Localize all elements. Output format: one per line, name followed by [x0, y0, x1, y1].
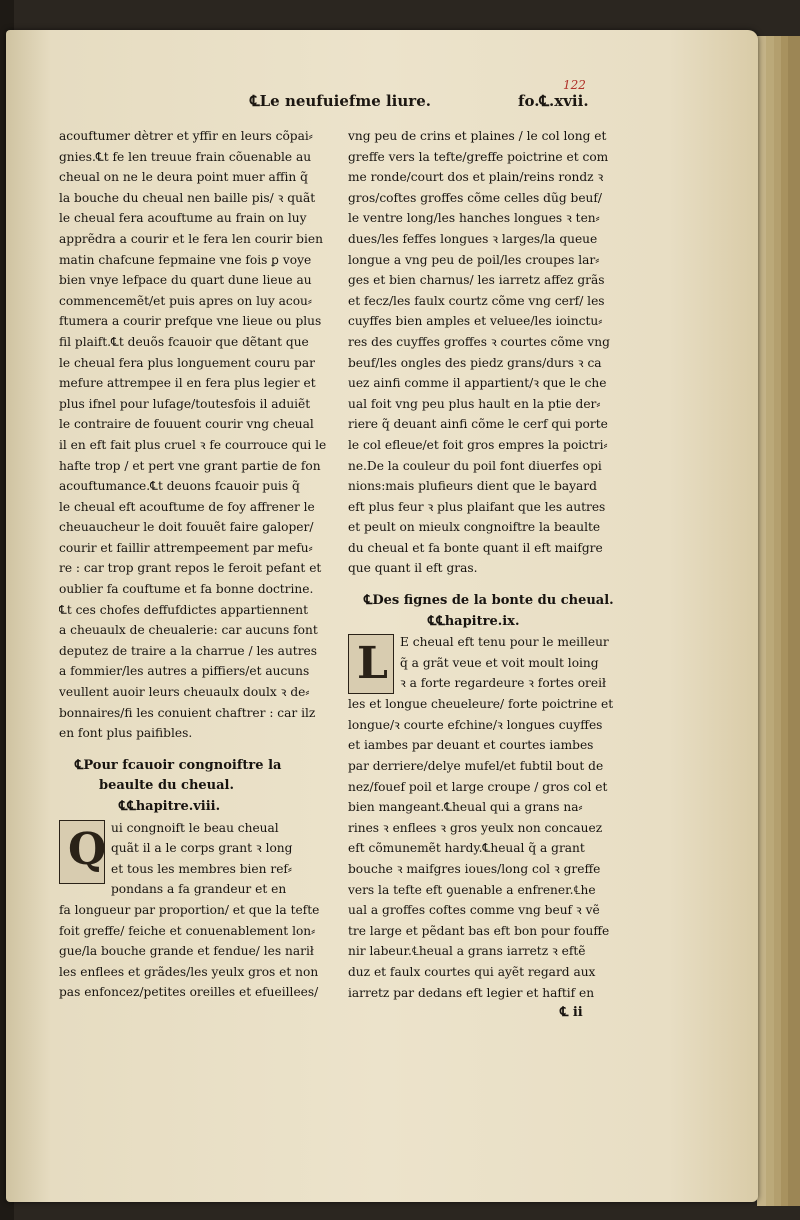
text-line: nions:mais plufieurs dient que le bayard	[348, 479, 597, 494]
text-line: eft cõmunemẽt hardy.℄heual q̃ a grant	[348, 841, 585, 856]
text-line: plus ifnel pour lufage/toutesfois il aduiẽt	[59, 396, 311, 411]
text-line: ℄t ces chofes deffufdictes appartiennent	[59, 602, 309, 617]
text-line: nez/fouef poil et large croupe / gros col et	[348, 779, 608, 794]
text-line: uez ainfi comme il appartient/ꝛ que le che	[348, 376, 607, 391]
text-line: le col efleue/et foit gros empres la poictri⸗	[348, 437, 608, 452]
text-line: apprẽdra a courir et le fera len courir bien	[59, 231, 323, 246]
text-line: ui congnoift le beau cheual	[111, 820, 279, 835]
text-line: ual foit vng peu plus hault en la ptie der⸗	[348, 396, 601, 411]
text-line: vng peu de crins et plaines / le col long et	[348, 129, 607, 143]
text-line: pondans a fa grandeur et en	[111, 882, 287, 897]
text-line: ual a groffes coftes comme vng beuf ꝛ vẽ	[348, 903, 600, 918]
text-line: bouche ꝛ maifgres ioues/long col ꝛ greffe	[348, 862, 601, 876]
text-line: nir labeur.℄heual a grans iarretz ꝛ eftẽ	[348, 944, 586, 959]
text-line: courir et faillir attrempeement par mefu⸗	[59, 540, 313, 555]
section-heading-continued: beaulte du cheual.	[99, 778, 235, 794]
text-line: longue a vng peu de poil/les croupes lar⸗	[348, 252, 600, 267]
decorated-initial: L	[348, 634, 394, 694]
text-line: iarretz par dedans eft legier et haftif en	[348, 985, 595, 1000]
right-column	[348, 126, 653, 1024]
text-line: fa longueur par proportion/ et que la tefte	[59, 902, 320, 917]
text-line: le cheual fera plus longuement couru par	[59, 355, 315, 370]
decorated-initial: Q	[59, 820, 105, 884]
text-line: cheual on ne le deura point muer affin q̃	[59, 170, 308, 185]
text-line: rines ꝛ enflees ꝛ gros yeulx non concauez	[348, 820, 603, 835]
text-line: res des cuyffes groffes ꝛ courtes cõme vng	[348, 334, 610, 349]
text-line: tre large et pẽdant bas eft bon pour fouffe	[348, 923, 610, 938]
text-line: bien mangeant.℄heual qui a grans na⸗	[348, 800, 583, 815]
text-line: a cheuaulx de cheualerie: car aucuns font	[59, 623, 318, 638]
text-line: les enflees et grãdes/les yeulx gros et non	[59, 964, 319, 979]
section-heading: ℄Des fignes de la bonte du cheual.	[364, 593, 614, 609]
signature-mark: ℄ ii	[560, 1005, 583, 1021]
chapter-heading: ℄℄hapitre.viii.	[119, 799, 221, 814]
text-line: duz et faulx courtes qui ayẽt regard aux	[348, 964, 596, 979]
page-header	[0, 92, 752, 118]
folio-number: fo.℄.xvii.	[518, 92, 589, 110]
initial-paragraph	[348, 632, 653, 694]
text-line: matin chafcune fepmaine vne fois ꝑ voye	[59, 252, 312, 267]
text-line: mefure attrempee il en fera plus legier et	[59, 376, 316, 391]
text-line: vers la tefte eft ꝯuenable a enfrener.℄he	[348, 882, 596, 897]
initial-paragraph	[59, 818, 359, 900]
text-line: longue/ꝛ courte efchine/ꝛ longues cuyffes	[348, 717, 603, 732]
text-line: par derriere/delye mufel/et fubtil bout de	[348, 759, 604, 774]
text-line: ne.De la couleur du poil font diuerfes opi	[348, 458, 602, 473]
text-line: et peult on mieulx congnoiftre la beaulte	[348, 520, 601, 535]
handwritten-folio-number: 122	[563, 78, 586, 92]
text-line: il en eft fait plus cruel ꝛ fe courrouce qui le	[59, 437, 327, 452]
text-line: cuyffes bien amples et veluee/les ioinctu⸗	[348, 314, 603, 329]
page-edge	[788, 36, 800, 1206]
text-line: re : car trop grant repos le feroit pefant et	[59, 561, 322, 576]
text-line: foit greffe/ feiche et conuenablement lon⸗	[59, 923, 316, 938]
text-line: et fecz/les faulx courtz cõme vng cerf/ les	[348, 293, 605, 308]
text-line: gros/coftes groffes cõme celles dũg beuf/	[348, 190, 602, 205]
text-line: a fommier/les autres a piffiers/et aucuns	[59, 664, 310, 679]
text-line: dues/les feffes longues ꝛ larges/la queue	[348, 231, 598, 246]
text-line: deputez de traire a la charrue / les autres	[59, 643, 317, 658]
text-line: en font plus paifibles.	[59, 726, 193, 741]
text-line: fil plaift.℄t deuõs fcauoir que dẽtant que	[59, 334, 309, 349]
text-line: gue/la bouche grande et fendue/ les narił	[59, 944, 314, 959]
text-line: et iambes par deuant et courtes iambes	[348, 738, 594, 753]
text-line: commencemẽt/et puis apres on luy acou⸗	[59, 293, 312, 308]
text-line: acouftumance.℄t deuons fcauoir puis q̃	[59, 479, 300, 494]
text-line: bonnaires/fi les conuient chaftrer : car ilz	[59, 705, 316, 720]
text-line: E cheual eft tenu pour le meilleur	[400, 635, 609, 650]
text-line: pas enfoncez/petites oreilles et efueillees/	[59, 985, 319, 1000]
text-line: ꝛ a forte regardeure ꝛ fortes oreił	[400, 676, 606, 691]
text-line: et tous les membres bien ref⸗	[111, 861, 292, 876]
text-line: me ronde/court dos et plain/reins rondz ꝛ	[348, 170, 604, 185]
section-heading: ℄Pour fcauoir congnoiftre la	[75, 757, 282, 773]
text-line: riere q̃ deuant ainfi cõme le cerf qui porte	[348, 417, 608, 432]
text-line: beuf/les ongles des piedz grans/durs ꝛ ca	[348, 355, 602, 370]
text-line: que quant il eft gras.	[348, 561, 478, 576]
text-line: eft plus feur ꝛ plus plaifant que les autres	[348, 499, 606, 514]
text-line: hafte trop / et pert vne grant partie de fon	[59, 458, 321, 473]
text-line: les et longue cheueleure/ forte poictrine et	[348, 697, 614, 712]
text-line: du cheual et fa bonte quant il eft maifgre	[348, 540, 603, 555]
text-line: cheuaucheur le doit fouuẽt faire galoper/	[59, 520, 314, 535]
text-line: bien vnye lefpace du quart dune lieue au	[59, 273, 312, 288]
chapter-heading: ℄℄hapitre.ix.	[428, 613, 520, 629]
text-line: la bouche du cheual nen baille pis/ ꝛ quãt	[59, 190, 316, 205]
text-line: le contraire de fouuent courir vng cheual	[59, 417, 314, 432]
running-title: ℄Le neufuiefme liure.	[250, 92, 431, 110]
text-line: gnies.℄t fe len treuue frain cõuenable au	[59, 149, 312, 164]
text-line: acouftumer dètrer et yffir en leurs cõpai⸗	[59, 129, 313, 143]
text-line: le cheual fera acouftume au frain on luy	[59, 211, 307, 226]
text-line: greffe vers la tefte/greffe poictrine et com	[348, 149, 609, 164]
text-line: veullent auoir leurs cheuaulx doulx ꝛ de⸗	[59, 685, 310, 700]
text-line: q̃ a grãt veue et voit moult loing	[400, 655, 599, 670]
text-line: le cheual eft acouftume de foy affrener le	[59, 499, 315, 514]
text-line: ftumera a courir prefque vne lieue ou plus	[59, 314, 322, 329]
text-line: le ventre long/les hanches longues ꝛ ten⸗	[348, 211, 600, 226]
left-column	[59, 126, 359, 1003]
text-line: quãt il a le corps grant ꝛ long	[111, 841, 293, 856]
text-line: oublier fa couftume et fa bonne doctrine.	[59, 582, 314, 597]
text-line: ges et bien charnus/ les iarretz affez grãs	[348, 273, 605, 288]
